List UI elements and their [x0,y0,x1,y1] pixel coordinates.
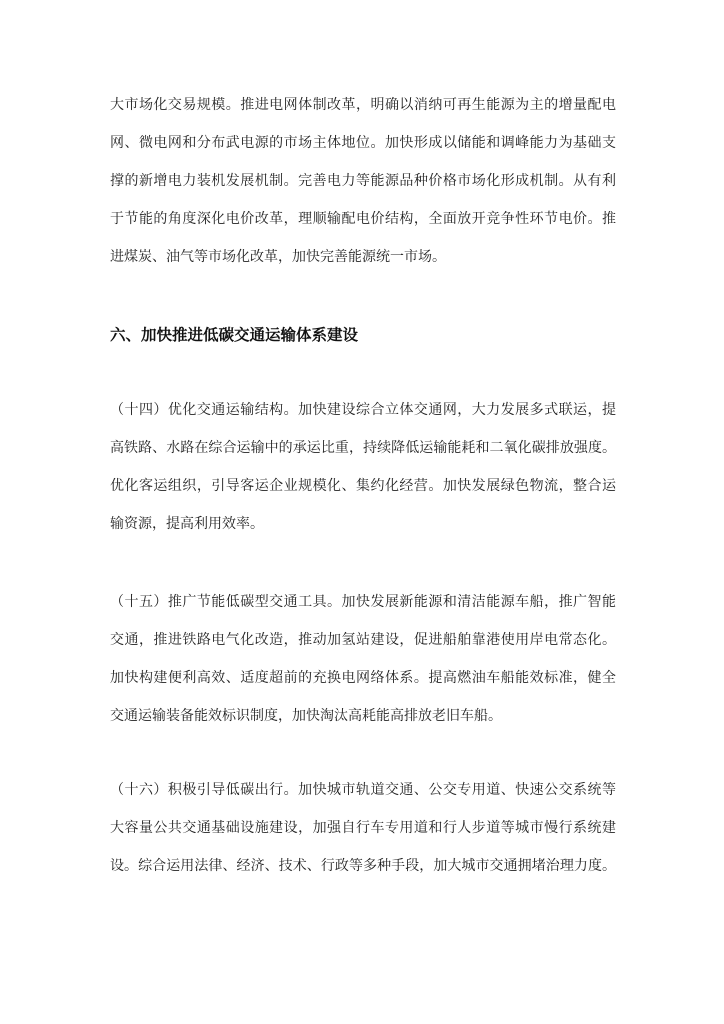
paragraph-line: 高铁路、水路在综合运输中的承运比重，持续降低运输能耗和二氧化碳排放强度。 [110,440,616,456]
paragraph-line: 优化客运组织，引导客运企业规模化、集约化经营。加快发展绿色物流，整合运 [110,478,616,494]
intro-paragraph [110,86,616,276]
paragraph-line: 撑的新增电力装机发展机制。完善电力等能源品种价格市场化形成机制。从有利 [110,173,616,189]
paragraph-line: 加快构建便利高效、适度超前的充换电网络体系。提高燃油车船能效标准，健全 [110,670,616,686]
section-14-paragraph [110,391,616,543]
paragraph-line: 于节能的角度深化电价改革，理顺输配电价结构，全面放开竞争性环节电价。推 [110,211,616,227]
paragraph-line: 大市场化交易规模。推进电网体制改革，明确以消纳可再生能源为主的增量配电 [110,97,616,113]
paragraph-line: 设。综合运用法律、经济、技术、行政等多种手段，加大城市交通拥堵治理力度。 [110,858,616,874]
paragraph-line: 交通，推进铁路电气化改造，推动加氢站建设，促进船舶靠港使用岸电常态化。 [110,632,616,648]
paragraph-line: （十六）积极引导低碳出行。加快城市轨道交通、公交专用道、快速公交系统等 [110,782,616,798]
section-15-paragraph [110,583,616,735]
section-heading: 六、加快推进低碳交通运输体系建设 [110,326,359,344]
paragraph-line: 输资源，提高利用效率。 [110,516,264,532]
paragraph-line: 大容量公共交通基础设施建设，加强自行车专用道和行人步道等城市慢行系统建 [110,820,616,836]
section-16-paragraph [110,771,616,885]
paragraph-line: 网、微电网和分布武电源的市场主体地位。加快形成以储能和调峰能力为基础支 [110,135,616,151]
paragraph-line: （十五）推广节能低碳型交通工具。加快发展新能源和清洁能源车船，推广智能 [110,594,616,610]
paragraph-line: 交通运输装备能效标识制度，加快淘汰高耗能高排放老旧车船。 [110,708,502,724]
paragraph-line: （十四）优化交通运输结构。加快建设综合立体交通网，大力发展多式联运，提 [110,402,616,418]
paragraph-line: 进煤炭、油气等市场化改革，加快完善能源统一市场。 [110,249,446,265]
